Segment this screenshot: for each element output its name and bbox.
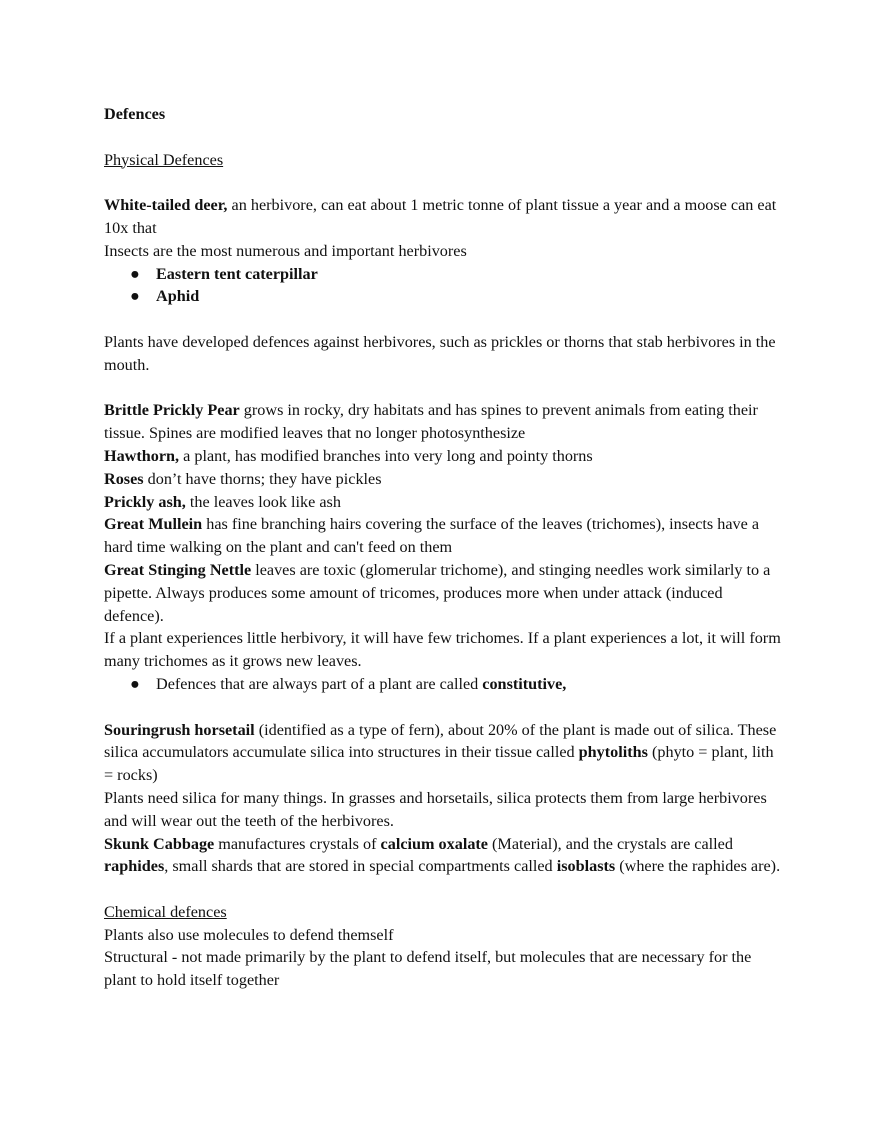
list-item: ● Aphid [104,285,784,308]
list-item: ● Defences that are always part of a plant are called constitutive, [104,673,784,696]
constitutive-list [104,673,784,696]
section-heading-chemical: Chemical defences [104,902,227,921]
paragraph-silica: Plants need silica for many things. In grasses and horsetails, silica protects them from large herbivores and will wear out the teeth of the herbivores. [104,788,767,830]
paragraph-horsetail: Souringrush horsetail (identified as a type of fern), about 20% of the plant is made out of silica. These silica accumulators accumulate silica into structures in their tissue called phytoliths (phyto = plant, lith = rocks) [104,720,777,785]
paragraph-prickly-ash: Prickly ash, the leaves look like ash [104,492,341,511]
paragraph-molecules: Plants also use molecules to defend themself [104,925,394,944]
bullet-icon: ● [130,264,140,283]
page-title: Defences [104,105,166,123]
paragraph-mullein: Great Mullein has fine branching hairs covering the surface of the leaves (trichomes), insects have a hard time walking on the plant and can't feed on them [104,515,760,557]
bullet-icon: ● [130,674,140,693]
paragraph-hawthorn: Hawthorn, a plant, has modified branches into very long and pointy thorns [104,446,593,465]
bullet-icon: ● [130,287,140,306]
document-body [104,103,784,992]
paragraph-prickly-pear: Brittle Prickly Pear grows in rocky, dry habitats and has spines to prevent animals from eating their tissue. Spines are modified leaves that no longer photosynthesize [104,401,758,443]
paragraph-prickles: Plants have developed defences against herbivores, such as prickles or thorns that stab herbivores in the mouth. [104,332,776,374]
paragraph-roses: Roses don’t have thorns; they have pickles [104,469,382,488]
paragraph-structural: Structural - not made primarily by the plant to defend itself, but molecules that are necessary for the plant to hold itself together [104,948,752,990]
section-heading-physical: Physical Defences [104,150,224,169]
paragraph-skunk-cabbage: Skunk Cabbage manufactures crystals of calcium oxalate (Material), and the crystals are called raphides, small shards that are stored in special compartments called isoblasts (where the raphides are). [104,834,781,876]
paragraph-deer: White-tailed deer, an herbivore, can eat about 1 metric tonne of plant tissue a year and a moose can eat 10x that [104,196,777,237]
paragraph-nettle: Great Stinging Nettle leaves are toxic (glomerular trichome), and stinging needles work similarly to a pipette. Always produces some amount of tricomes, produces more when under attack (induced defence). [104,560,771,625]
insect-list [104,263,784,309]
list-item: ● Eastern tent caterpillar [104,263,784,286]
paragraph-herbivory: If a plant experiences little herbivory, it will have few trichomes. If a plant experiences a lot, it will form many trichomes as it grows new leaves. [104,629,781,671]
paragraph-insects: Insects are the most numerous and important herbivores [104,241,467,260]
